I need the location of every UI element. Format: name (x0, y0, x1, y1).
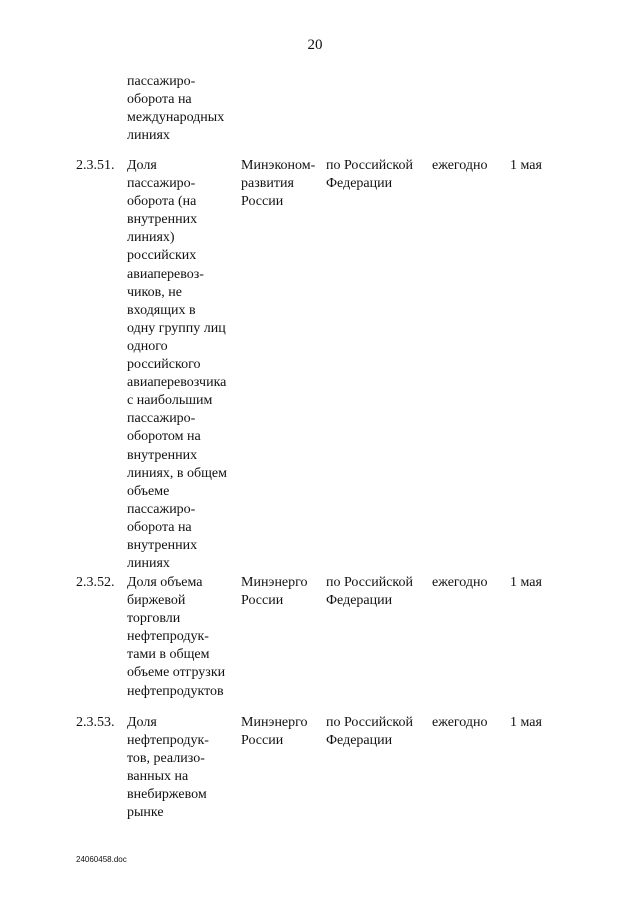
footer-filename: 24060458.doc (76, 855, 127, 864)
date-text: 1 мая (510, 715, 542, 730)
date-text: 1 мая (510, 158, 542, 173)
frequency-text: ежегодно (432, 575, 488, 590)
level-text: по Российской Федерации (326, 575, 413, 609)
indicator-text: Доля пассажиро- оборота (на внутренних линиях) российских авиаперевоз- чиков, не входящих в одну группу лиц одного российского авиаперевозчика с наибольшим пассажиро- оборотом на внутренних линиях, в общем объеме пассажиро- оборота на внутренних линиях (127, 158, 227, 572)
frequency-text: ежегодно (432, 715, 488, 730)
row-number: 2.3.52. (76, 575, 115, 590)
agency-text: Минэконом- развития России (241, 158, 316, 210)
indicator-text: Доля объема биржевой торговли нефтепродук- тами в общем объеме отгрузки нефтепродуктов (127, 575, 226, 699)
agency-text: Минэнерго России (241, 715, 308, 749)
level-text: по Российской Федерации (326, 715, 413, 749)
agency-text: Минэнерго России (241, 575, 308, 609)
frequency-text: ежегодно (432, 158, 488, 173)
indicator-text: Доля нефтепродук- тов, реализо- ванных на внебиржевом рынке (127, 715, 209, 821)
level-text: по Российской Федерации (326, 158, 413, 192)
page-number: 20 (307, 37, 323, 53)
row-number: 2.3.53. (76, 715, 115, 730)
row-number: 2.3.51. (76, 158, 115, 173)
continuation-indicator-text: пассажиро- оборота на международных линиях (127, 74, 225, 144)
date-text: 1 мая (510, 575, 542, 590)
